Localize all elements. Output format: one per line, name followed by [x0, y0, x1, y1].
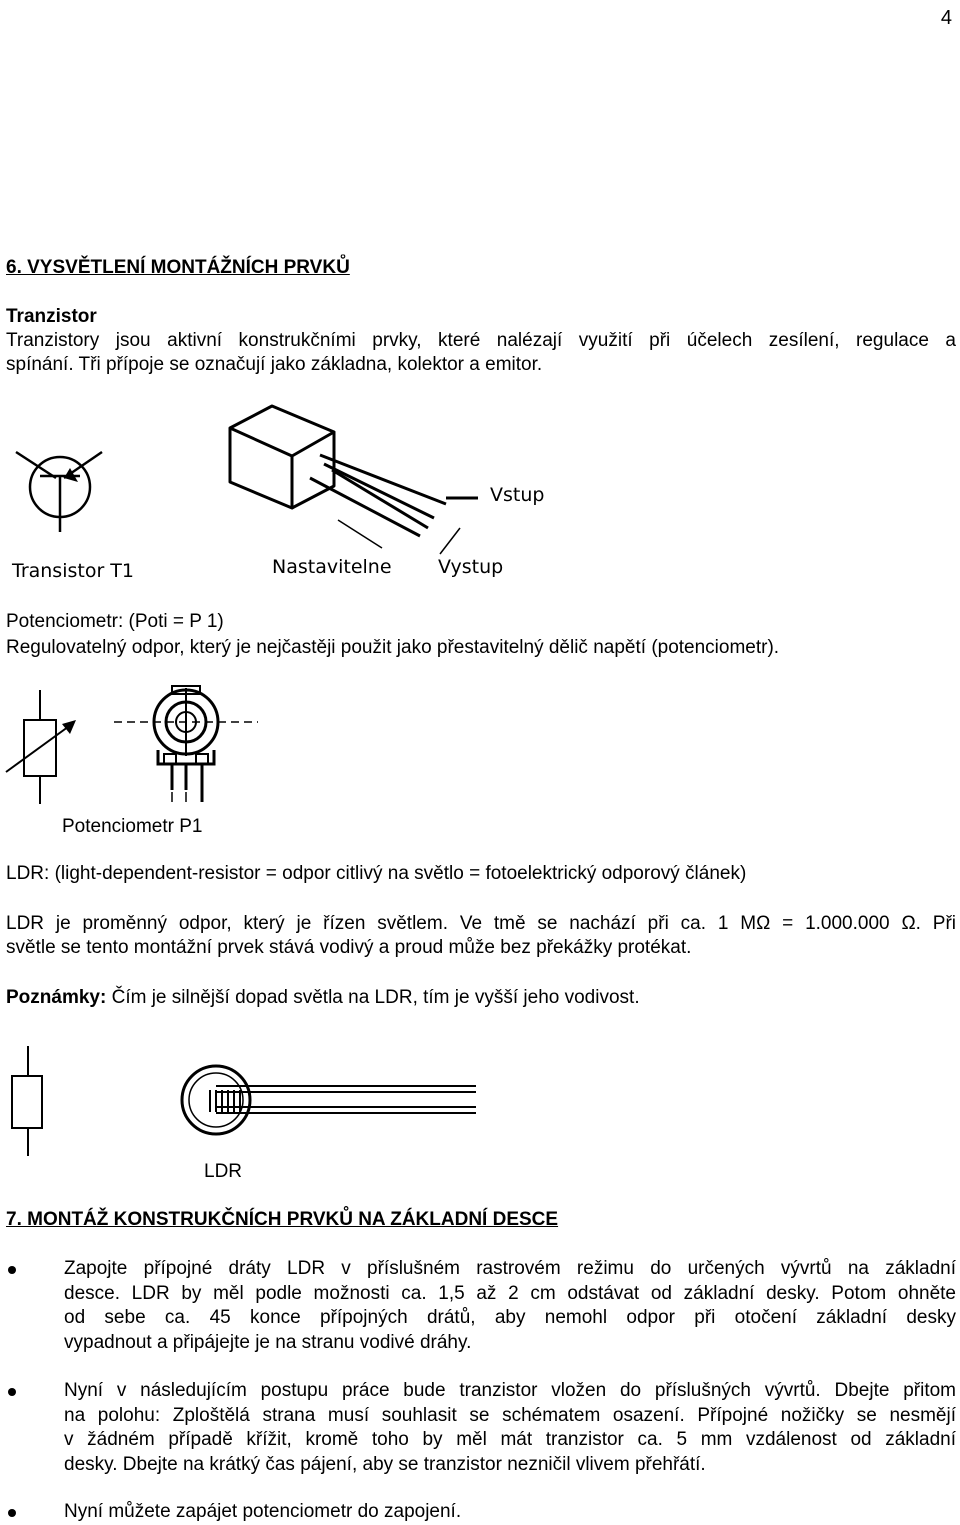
ldr-note-label: Poznámky:: [6, 987, 107, 1008]
potentiometer-drawing: [110, 684, 270, 806]
bullet-1-line-3: od sebe ca. 45 konce přípojných drátů, aby nemohl odpor při otočení základní desky: [64, 1307, 956, 1328]
bullet-2-line-2: na polohu: Zploštělá strana musí souhlasit se schématem osazení. Přípojné nožičky se nesmějí: [64, 1404, 956, 1426]
bullet-1-line-2: desce. LDR by měl podle možnosti ca. 1,5 až 2 cm odstávat od základní desky. Potom ohněte: [64, 1282, 956, 1304]
bullet-item-1: [64, 1257, 956, 1355]
page-number: 4: [940, 7, 952, 29]
transistor-desc-line2: spínání. Tři přípoje se označují jako základna, kolektor a emitor.: [6, 354, 543, 375]
potentiometer-symbol: [0, 688, 90, 808]
potentiometer-caption: Potenciometr P1: [62, 816, 203, 837]
ldr-drawing: [176, 1062, 476, 1142]
transistor-symbol-label: Transistor T1: [12, 560, 135, 582]
section-6-heading: 6. VYSVĚTLENÍ MONTÁŽNÍCH PRVKŮ: [6, 257, 350, 278]
section-7-heading: 7. MONTÁŽ KONSTRUKČNÍCH PRVKŮ NA ZÁKLADNÍ DESCE: [6, 1209, 559, 1230]
bullet-item-3: [64, 1500, 956, 1525]
ldr-desc-line2: světle se tento montážní prvek stává vodivý a proud může bez překážky protékat.: [6, 937, 692, 958]
bullet-item-2: [64, 1379, 956, 1477]
ldr-caption: LDR: [204, 1161, 243, 1182]
ldr-desc-line1: LDR je proměnný odpor, který je řízen světlem. Ve tmě se nachází při ca. 1 MΩ = 1.000.000 Ω. Při: [6, 913, 956, 934]
bullet-3-line-1: Nyní můžete zapájet potenciometr do zapojení.: [64, 1501, 462, 1522]
bullet-marker-1: [8, 1266, 16, 1274]
bullet-2-line-4: desky. Dbejte na krátký čas pájení, aby se tranzistor nezničil vlivem přehřátí.: [64, 1453, 706, 1475]
transistor-label-output: Vystup: [438, 556, 504, 578]
ldr-note-text: Čím je silnější dopad světla na LDR, tím je vyšší jeho vodivost.: [106, 987, 640, 1008]
transistor-desc-line1: Tranzistory jsou aktivní konstrukčními prvky, které nalézají využití při účelech zesílení, regulace a: [6, 330, 956, 351]
ldr-definition: LDR: (light-dependent-resistor = odpor citlivý na světlo = fotoelektrický odporový článek): [6, 863, 747, 884]
bullet-2-line-1: Nyní v následujícím postupu práce bude tranzistor vložen do příslušných vývrtů. Dbejte přitom: [64, 1380, 956, 1401]
transistor-label-base: Nastavitelne: [272, 556, 392, 578]
bullet-1-line-4: vypadnout a připájejte je na stranu vodivé dráhy.: [64, 1331, 472, 1353]
potentiometer-title: Potenciometr: (Poti = P 1): [6, 611, 224, 632]
potentiometer-desc: Regulovatelný odpor, který je nejčastěji použit jako přestavitelný dělič napětí (potenciometr).: [6, 637, 780, 658]
ldr-note: [6, 986, 640, 1010]
ldr-symbol: [0, 1044, 60, 1158]
transistor-label-input: Vstup: [490, 484, 545, 506]
transistor-title: Tranzistor: [6, 306, 97, 327]
bullet-marker-2: [8, 1388, 16, 1396]
bullet-2-line-3: v žádném případě křížit, kromě toho by měl mát tranzistor ca. 5 mm vzdálenost od základní: [64, 1429, 956, 1450]
bullet-marker-3: [8, 1509, 16, 1517]
bullet-1-line-1: Zapojte přípojné dráty LDR v příslušném rastrovém režimu do určených vývrtů na základní: [64, 1258, 956, 1279]
